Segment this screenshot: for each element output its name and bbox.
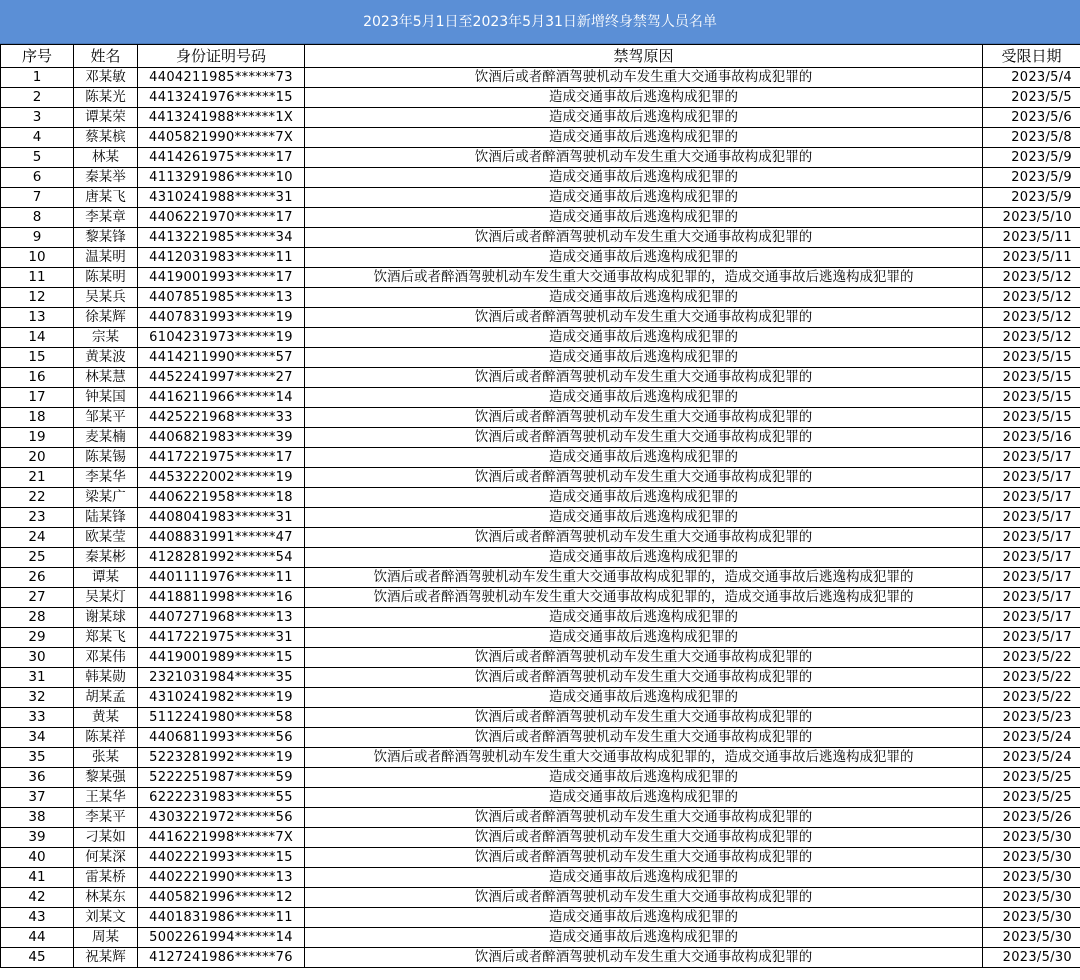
cell-reason: 造成交通事故后逃逸构成犯罪的 — [305, 788, 983, 808]
cell-reason: 造成交通事故后逃逸构成犯罪的 — [305, 188, 983, 208]
cell-index: 8 — [1, 208, 74, 228]
cell-name: 麦某楠 — [74, 428, 138, 448]
cell-index: 23 — [1, 508, 74, 528]
cell-reason: 造成交通事故后逃逸构成犯罪的 — [305, 328, 983, 348]
cell-id-number: 4128281992******54 — [138, 548, 305, 568]
cell-name: 谭某荣 — [74, 108, 138, 128]
cell-date: 2023/5/17 — [983, 468, 1080, 488]
cell-reason: 饮酒后或者醉酒驾驶机动车发生重大交通事故构成犯罪的 — [305, 648, 983, 668]
cell-index: 5 — [1, 148, 74, 168]
header-reason: 禁驾原因 — [305, 45, 983, 68]
cell-name: 秦某彬 — [74, 548, 138, 568]
cell-date: 2023/5/25 — [983, 788, 1080, 808]
cell-index: 12 — [1, 288, 74, 308]
cell-name: 欧某莹 — [74, 528, 138, 548]
cell-id-number: 4413221985******34 — [138, 228, 305, 248]
cell-index: 15 — [1, 348, 74, 368]
cell-date: 2023/5/26 — [983, 808, 1080, 828]
cell-date: 2023/5/17 — [983, 508, 1080, 528]
cell-reason: 造成交通事故后逃逸构成犯罪的 — [305, 108, 983, 128]
cell-id-number: 5112241980******58 — [138, 708, 305, 728]
cell-index: 38 — [1, 808, 74, 828]
cell-id-number: 4401111976******11 — [138, 568, 305, 588]
table-row — [1, 848, 1080, 868]
cell-name: 吴某灯 — [74, 588, 138, 608]
cell-date: 2023/5/12 — [983, 268, 1080, 288]
cell-index: 40 — [1, 848, 74, 868]
cell-date: 2023/5/24 — [983, 728, 1080, 748]
table-row — [1, 508, 1080, 528]
cell-index: 44 — [1, 928, 74, 948]
cell-reason: 饮酒后或者醉酒驾驶机动车发生重大交通事故构成犯罪的，造成交通事故后逃逸构成犯罪的 — [305, 568, 983, 588]
cell-index: 45 — [1, 948, 74, 968]
table-row — [1, 148, 1080, 168]
cell-name: 王某华 — [74, 788, 138, 808]
cell-date: 2023/5/15 — [983, 348, 1080, 368]
cell-id-number: 4417221975******31 — [138, 628, 305, 648]
cell-date: 2023/5/30 — [983, 948, 1080, 968]
cell-id-number: 4413241976******15 — [138, 88, 305, 108]
cell-reason: 造成交通事故后逃逸构成犯罪的 — [305, 908, 983, 928]
header-date: 受限日期 — [983, 45, 1080, 68]
cell-name: 梁某广 — [74, 488, 138, 508]
cell-index: 4 — [1, 128, 74, 148]
table-row — [1, 688, 1080, 708]
table-row — [1, 428, 1080, 448]
cell-date: 2023/5/4 — [983, 68, 1080, 88]
cell-date: 2023/5/11 — [983, 228, 1080, 248]
cell-date: 2023/5/17 — [983, 448, 1080, 468]
cell-reason: 造成交通事故后逃逸构成犯罪的 — [305, 608, 983, 628]
table-row — [1, 388, 1080, 408]
cell-index: 10 — [1, 248, 74, 268]
cell-id-number: 4418811998******16 — [138, 588, 305, 608]
table-row — [1, 668, 1080, 688]
cell-name: 陈某祥 — [74, 728, 138, 748]
cell-date: 2023/5/12 — [983, 288, 1080, 308]
cell-reason: 造成交通事故后逃逸构成犯罪的 — [305, 688, 983, 708]
cell-reason: 饮酒后或者醉酒驾驶机动车发生重大交通事故构成犯罪的 — [305, 308, 983, 328]
cell-index: 41 — [1, 868, 74, 888]
table-row — [1, 828, 1080, 848]
cell-date: 2023/5/11 — [983, 248, 1080, 268]
cell-name: 李某华 — [74, 468, 138, 488]
cell-index: 13 — [1, 308, 74, 328]
cell-name: 邹某平 — [74, 408, 138, 428]
cell-date: 2023/5/17 — [983, 628, 1080, 648]
cell-index: 2 — [1, 88, 74, 108]
table-row — [1, 888, 1080, 908]
driver-ban-table — [0, 44, 1080, 968]
cell-date: 2023/5/17 — [983, 548, 1080, 568]
cell-reason: 造成交通事故后逃逸构成犯罪的 — [305, 508, 983, 528]
cell-id-number: 4412031983******11 — [138, 248, 305, 268]
cell-index: 43 — [1, 908, 74, 928]
cell-date: 2023/5/9 — [983, 148, 1080, 168]
cell-reason: 造成交通事故后逃逸构成犯罪的 — [305, 448, 983, 468]
cell-reason: 饮酒后或者醉酒驾驶机动车发生重大交通事故构成犯罪的 — [305, 428, 983, 448]
cell-date: 2023/5/10 — [983, 208, 1080, 228]
cell-index: 24 — [1, 528, 74, 548]
cell-id-number: 4406221958******18 — [138, 488, 305, 508]
cell-index: 27 — [1, 588, 74, 608]
cell-index: 35 — [1, 748, 74, 768]
cell-date: 2023/5/17 — [983, 588, 1080, 608]
cell-id-number: 4419001993******17 — [138, 268, 305, 288]
cell-name: 黎某强 — [74, 768, 138, 788]
cell-name: 陈某明 — [74, 268, 138, 288]
cell-id-number: 5002261994******14 — [138, 928, 305, 948]
cell-date: 2023/5/12 — [983, 308, 1080, 328]
cell-name: 陆某锋 — [74, 508, 138, 528]
cell-reason: 饮酒后或者醉酒驾驶机动车发生重大交通事故构成犯罪的 — [305, 408, 983, 428]
cell-index: 18 — [1, 408, 74, 428]
cell-name: 刁某如 — [74, 828, 138, 848]
table-row — [1, 268, 1080, 288]
cell-reason: 造成交通事故后逃逸构成犯罪的 — [305, 288, 983, 308]
cell-id-number: 4113291986******10 — [138, 168, 305, 188]
cell-date: 2023/5/9 — [983, 168, 1080, 188]
table-row — [1, 88, 1080, 108]
cell-id-number: 4404211985******73 — [138, 68, 305, 88]
cell-id-number: 4407271968******13 — [138, 608, 305, 628]
cell-name: 雷某桥 — [74, 868, 138, 888]
cell-date: 2023/5/17 — [983, 608, 1080, 628]
cell-index: 39 — [1, 828, 74, 848]
table-row — [1, 228, 1080, 248]
table-row — [1, 248, 1080, 268]
table-row — [1, 928, 1080, 948]
cell-name: 徐某辉 — [74, 308, 138, 328]
cell-reason: 饮酒后或者醉酒驾驶机动车发生重大交通事故构成犯罪的 — [305, 848, 983, 868]
cell-date: 2023/5/17 — [983, 568, 1080, 588]
cell-date: 2023/5/23 — [983, 708, 1080, 728]
cell-index: 37 — [1, 788, 74, 808]
table-row — [1, 608, 1080, 628]
cell-date: 2023/5/22 — [983, 688, 1080, 708]
cell-id-number: 4414261975******17 — [138, 148, 305, 168]
cell-name: 郑某飞 — [74, 628, 138, 648]
cell-date: 2023/5/24 — [983, 748, 1080, 768]
cell-id-number: 4406821983******39 — [138, 428, 305, 448]
cell-reason: 饮酒后或者醉酒驾驶机动车发生重大交通事故构成犯罪的 — [305, 68, 983, 88]
cell-reason: 饮酒后或者醉酒驾驶机动车发生重大交通事故构成犯罪的，造成交通事故后逃逸构成犯罪的 — [305, 748, 983, 768]
cell-index: 17 — [1, 388, 74, 408]
table-row — [1, 868, 1080, 888]
header-id-number: 身份证明号码 — [138, 45, 305, 68]
cell-id-number: 4416221998******7X — [138, 828, 305, 848]
cell-reason: 饮酒后或者醉酒驾驶机动车发生重大交通事故构成犯罪的 — [305, 828, 983, 848]
cell-name: 何某深 — [74, 848, 138, 868]
cell-name: 邓某伟 — [74, 648, 138, 668]
table-row — [1, 628, 1080, 648]
cell-index: 30 — [1, 648, 74, 668]
cell-id-number: 4416211966******14 — [138, 388, 305, 408]
table-row — [1, 808, 1080, 828]
cell-name: 刘某文 — [74, 908, 138, 928]
cell-name: 黄某 — [74, 708, 138, 728]
cell-reason: 造成交通事故后逃逸构成犯罪的 — [305, 488, 983, 508]
cell-id-number: 4417221975******17 — [138, 448, 305, 468]
cell-name: 吴某兵 — [74, 288, 138, 308]
cell-id-number: 6222231983******55 — [138, 788, 305, 808]
cell-reason: 造成交通事故后逃逸构成犯罪的 — [305, 868, 983, 888]
cell-date: 2023/5/17 — [983, 528, 1080, 548]
cell-name: 秦某举 — [74, 168, 138, 188]
cell-reason: 饮酒后或者醉酒驾驶机动车发生重大交通事故构成犯罪的 — [305, 808, 983, 828]
table-row — [1, 708, 1080, 728]
cell-id-number: 4310241982******19 — [138, 688, 305, 708]
table-row — [1, 948, 1080, 968]
table-body — [1, 68, 1080, 968]
cell-reason: 造成交通事故后逃逸构成犯罪的 — [305, 628, 983, 648]
cell-date: 2023/5/5 — [983, 88, 1080, 108]
table-row — [1, 788, 1080, 808]
cell-reason: 造成交通事故后逃逸构成犯罪的 — [305, 928, 983, 948]
header-index: 序号 — [1, 45, 74, 68]
cell-date: 2023/5/30 — [983, 868, 1080, 888]
cell-date: 2023/5/30 — [983, 908, 1080, 928]
cell-name: 钟某国 — [74, 388, 138, 408]
header-row — [1, 45, 1080, 68]
cell-name: 温某明 — [74, 248, 138, 268]
cell-reason: 饮酒后或者醉酒驾驶机动车发生重大交通事故构成犯罪的 — [305, 668, 983, 688]
table-row — [1, 128, 1080, 148]
table-row — [1, 728, 1080, 748]
cell-id-number: 4127241986******76 — [138, 948, 305, 968]
table-row — [1, 408, 1080, 428]
cell-index: 34 — [1, 728, 74, 748]
cell-date: 2023/5/22 — [983, 668, 1080, 688]
cell-name: 李某平 — [74, 808, 138, 828]
table-row — [1, 468, 1080, 488]
cell-index: 9 — [1, 228, 74, 248]
table-row — [1, 368, 1080, 388]
sheet-title: 2023年5月1日至2023年5月31日新增终身禁驾人员名单 — [0, 0, 1080, 44]
cell-name: 李某章 — [74, 208, 138, 228]
table-row — [1, 488, 1080, 508]
cell-index: 33 — [1, 708, 74, 728]
cell-reason: 饮酒后或者醉酒驾驶机动车发生重大交通事故构成犯罪的 — [305, 368, 983, 388]
cell-index: 25 — [1, 548, 74, 568]
cell-id-number: 6104231973******19 — [138, 328, 305, 348]
cell-id-number: 4408831991******47 — [138, 528, 305, 548]
table-row — [1, 748, 1080, 768]
cell-date: 2023/5/25 — [983, 768, 1080, 788]
table-row — [1, 768, 1080, 788]
cell-reason: 造成交通事故后逃逸构成犯罪的 — [305, 348, 983, 368]
table-row — [1, 308, 1080, 328]
cell-index: 26 — [1, 568, 74, 588]
header-name: 姓名 — [74, 45, 138, 68]
cell-id-number: 4407831993******19 — [138, 308, 305, 328]
cell-index: 21 — [1, 468, 74, 488]
cell-date: 2023/5/17 — [983, 488, 1080, 508]
cell-name: 林某 — [74, 148, 138, 168]
cell-name: 蔡某槟 — [74, 128, 138, 148]
table-row — [1, 288, 1080, 308]
cell-index: 6 — [1, 168, 74, 188]
table-row — [1, 448, 1080, 468]
cell-id-number: 4452241997******27 — [138, 368, 305, 388]
cell-id-number: 4406221970******17 — [138, 208, 305, 228]
cell-index: 22 — [1, 488, 74, 508]
cell-reason: 造成交通事故后逃逸构成犯罪的 — [305, 768, 983, 788]
cell-id-number: 4419001989******15 — [138, 648, 305, 668]
cell-id-number: 4453222002******19 — [138, 468, 305, 488]
table-row — [1, 648, 1080, 668]
cell-id-number: 4405821990******7X — [138, 128, 305, 148]
cell-name: 张某 — [74, 748, 138, 768]
cell-date: 2023/5/6 — [983, 108, 1080, 128]
cell-index: 14 — [1, 328, 74, 348]
cell-name: 韩某勋 — [74, 668, 138, 688]
cell-date: 2023/5/15 — [983, 388, 1080, 408]
cell-index: 29 — [1, 628, 74, 648]
cell-reason: 饮酒后或者醉酒驾驶机动车发生重大交通事故构成犯罪的 — [305, 888, 983, 908]
cell-index: 3 — [1, 108, 74, 128]
cell-id-number: 4414211990******57 — [138, 348, 305, 368]
cell-index: 31 — [1, 668, 74, 688]
cell-reason: 造成交通事故后逃逸构成犯罪的 — [305, 248, 983, 268]
cell-date: 2023/5/22 — [983, 648, 1080, 668]
cell-index: 42 — [1, 888, 74, 908]
cell-reason: 饮酒后或者醉酒驾驶机动车发生重大交通事故构成犯罪的 — [305, 468, 983, 488]
cell-index: 20 — [1, 448, 74, 468]
cell-index: 28 — [1, 608, 74, 628]
cell-date: 2023/5/30 — [983, 828, 1080, 848]
table-row — [1, 908, 1080, 928]
cell-date: 2023/5/8 — [983, 128, 1080, 148]
cell-date: 2023/5/30 — [983, 888, 1080, 908]
cell-name: 唐某飞 — [74, 188, 138, 208]
cell-id-number: 4425221968******33 — [138, 408, 305, 428]
table-row — [1, 328, 1080, 348]
cell-name: 林某东 — [74, 888, 138, 908]
cell-date: 2023/5/15 — [983, 368, 1080, 388]
cell-reason: 饮酒后或者醉酒驾驶机动车发生重大交通事故构成犯罪的 — [305, 228, 983, 248]
cell-id-number: 4408041983******31 — [138, 508, 305, 528]
cell-index: 19 — [1, 428, 74, 448]
table-row — [1, 188, 1080, 208]
cell-date: 2023/5/16 — [983, 428, 1080, 448]
cell-id-number: 4407851985******13 — [138, 288, 305, 308]
cell-id-number: 5222251987******59 — [138, 768, 305, 788]
cell-id-number: 4402221993******15 — [138, 848, 305, 868]
table-row — [1, 168, 1080, 188]
table-row — [1, 208, 1080, 228]
cell-name: 林某慧 — [74, 368, 138, 388]
cell-name: 周某 — [74, 928, 138, 948]
cell-reason: 造成交通事故后逃逸构成犯罪的 — [305, 548, 983, 568]
cell-name: 胡某孟 — [74, 688, 138, 708]
cell-name: 宗某 — [74, 328, 138, 348]
cell-reason: 造成交通事故后逃逸构成犯罪的 — [305, 128, 983, 148]
cell-id-number: 2321031984******35 — [138, 668, 305, 688]
cell-id-number: 4406811993******56 — [138, 728, 305, 748]
cell-reason: 饮酒后或者醉酒驾驶机动车发生重大交通事故构成犯罪的 — [305, 708, 983, 728]
cell-name: 黄某波 — [74, 348, 138, 368]
table-row — [1, 68, 1080, 88]
cell-id-number: 5223281992******19 — [138, 748, 305, 768]
cell-index: 36 — [1, 768, 74, 788]
table-row — [1, 528, 1080, 548]
cell-reason: 造成交通事故后逃逸构成犯罪的 — [305, 388, 983, 408]
cell-id-number: 4303221972******56 — [138, 808, 305, 828]
cell-date: 2023/5/9 — [983, 188, 1080, 208]
cell-reason: 造成交通事故后逃逸构成犯罪的 — [305, 88, 983, 108]
cell-date: 2023/5/30 — [983, 848, 1080, 868]
cell-reason: 饮酒后或者醉酒驾驶机动车发生重大交通事故构成犯罪的 — [305, 728, 983, 748]
cell-name: 黎某锋 — [74, 228, 138, 248]
table-row — [1, 348, 1080, 368]
cell-id-number: 4401831986******11 — [138, 908, 305, 928]
cell-reason: 造成交通事故后逃逸构成犯罪的 — [305, 168, 983, 188]
cell-id-number: 4402221990******13 — [138, 868, 305, 888]
cell-index: 16 — [1, 368, 74, 388]
table-row — [1, 548, 1080, 568]
cell-id-number: 4310241988******31 — [138, 188, 305, 208]
cell-name: 陈某光 — [74, 88, 138, 108]
cell-name: 祝某辉 — [74, 948, 138, 968]
cell-name: 陈某锡 — [74, 448, 138, 468]
cell-id-number: 4413241988******1X — [138, 108, 305, 128]
cell-name: 邓某敏 — [74, 68, 138, 88]
cell-reason: 造成交通事故后逃逸构成犯罪的 — [305, 208, 983, 228]
cell-index: 11 — [1, 268, 74, 288]
cell-date: 2023/5/15 — [983, 408, 1080, 428]
cell-index: 7 — [1, 188, 74, 208]
table-row — [1, 568, 1080, 588]
cell-reason: 饮酒后或者醉酒驾驶机动车发生重大交通事故构成犯罪的，造成交通事故后逃逸构成犯罪的 — [305, 268, 983, 288]
table-row — [1, 588, 1080, 608]
cell-index: 1 — [1, 68, 74, 88]
cell-index: 32 — [1, 688, 74, 708]
cell-reason: 饮酒后或者醉酒驾驶机动车发生重大交通事故构成犯罪的 — [305, 528, 983, 548]
cell-name: 谭某 — [74, 568, 138, 588]
cell-reason: 饮酒后或者醉酒驾驶机动车发生重大交通事故构成犯罪的，造成交通事故后逃逸构成犯罪的 — [305, 588, 983, 608]
cell-name: 谢某球 — [74, 608, 138, 628]
table-row — [1, 108, 1080, 128]
cell-date: 2023/5/12 — [983, 328, 1080, 348]
cell-date: 2023/5/30 — [983, 928, 1080, 948]
cell-id-number: 4405821996******12 — [138, 888, 305, 908]
cell-reason: 饮酒后或者醉酒驾驶机动车发生重大交通事故构成犯罪的 — [305, 148, 983, 168]
cell-reason: 饮酒后或者醉酒驾驶机动车发生重大交通事故构成犯罪的 — [305, 948, 983, 968]
